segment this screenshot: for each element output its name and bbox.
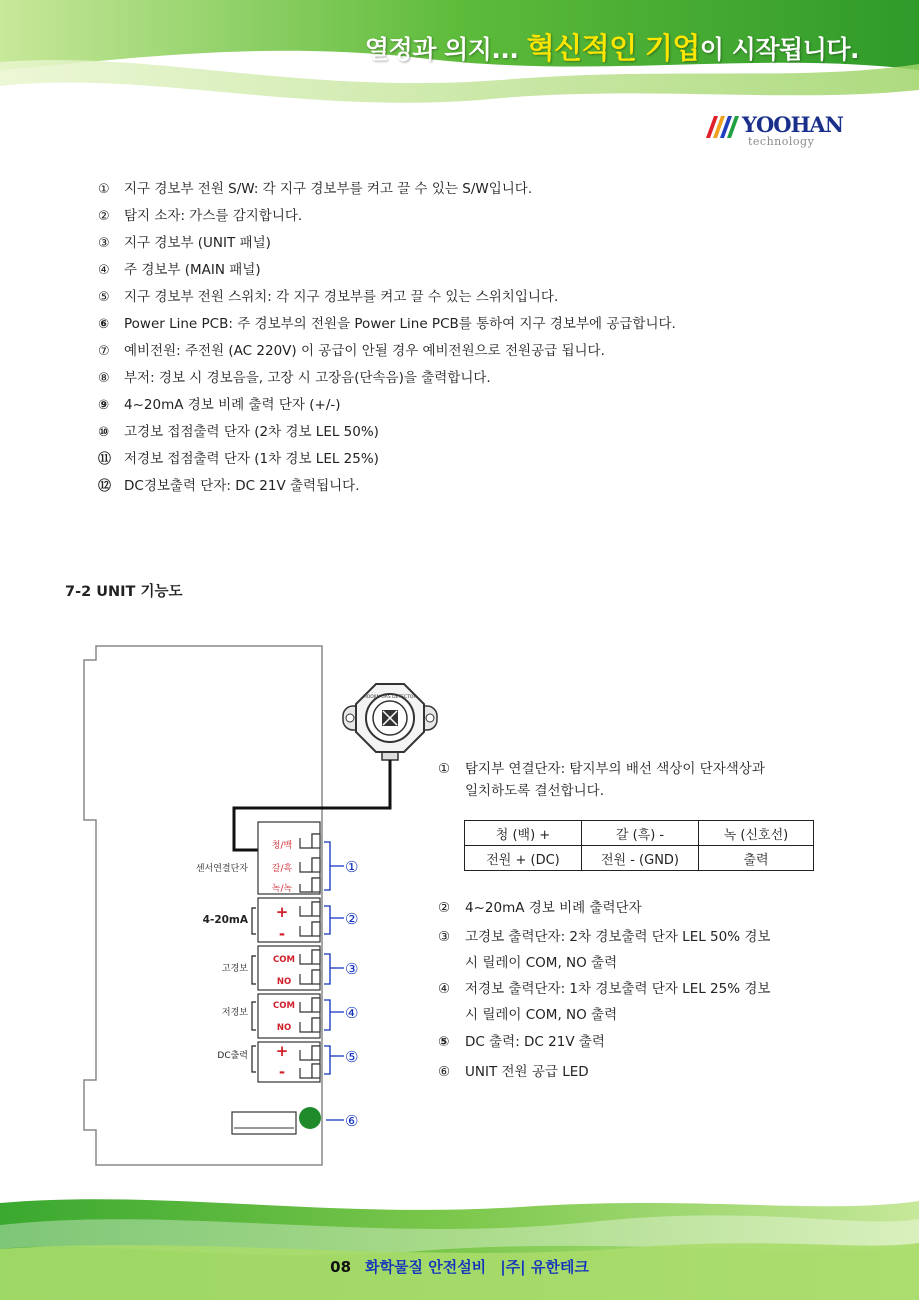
item-text: 4~20mA 경보 비례 출력 단자 (+/-) [124, 397, 341, 413]
desc-number: ③ [438, 929, 451, 945]
table-cell: 청 (백) + [465, 821, 582, 846]
item-number: ⑧ [98, 371, 110, 386]
table-row [465, 846, 814, 871]
terminal-label: NO [276, 977, 292, 987]
item-number: ⑪ [98, 452, 112, 467]
item-number: ⑫ [98, 479, 112, 494]
footer-company: 화학물질 안전설비 [365, 1258, 487, 1276]
group-label: 고경보 [221, 964, 248, 974]
item-text: 주 경보부 (MAIN 패널) [124, 262, 261, 278]
desc-number: ⑤ [438, 1034, 450, 1050]
list-item [98, 178, 676, 205]
desc-text: DC 출력: DC 21V 출력 [465, 1034, 605, 1050]
callout-number: ③ [345, 960, 359, 978]
table-cell: 출력 [699, 846, 814, 871]
group-label: 저경보 [221, 1008, 248, 1018]
callout-number: ⑥ [345, 1112, 359, 1130]
table-cell: 전원 - (GND) [582, 846, 699, 871]
table-cell: 녹 (신호선) [699, 821, 814, 846]
desc-number: ② [438, 900, 451, 916]
wire-color-table [464, 820, 814, 871]
item-number: ① [98, 182, 110, 197]
group-label: 센서연결단자 [195, 864, 248, 874]
desc-number: ⑥ [438, 1064, 451, 1080]
item-number: ④ [98, 263, 110, 278]
item-number: ⑦ [98, 344, 110, 359]
logo-subtitle: technology [748, 135, 815, 148]
desc-text: 시 릴레이 COM, NO 출력 [465, 955, 618, 971]
item-number: ⑨ [98, 398, 110, 413]
terminal-label: - [278, 925, 286, 943]
slogan-highlight: 혁신적인 [526, 31, 637, 65]
list-item [98, 421, 676, 448]
list-item [98, 367, 676, 394]
callout-number: ① [345, 858, 359, 876]
logo-wordmark: YOOHAN [742, 112, 843, 137]
desc-3 [438, 924, 770, 976]
table-cell: 전원 + (DC) [465, 846, 582, 871]
item-number: ⑩ [98, 425, 110, 440]
desc-number: ① [438, 761, 451, 777]
item-number: ② [98, 209, 110, 224]
list-item [98, 259, 676, 286]
desc-number: ④ [438, 981, 451, 997]
list-item [98, 232, 676, 259]
terminal-label: - [278, 1063, 286, 1081]
desc-text: 4~20mA 경보 비례 출력단자 [465, 900, 642, 916]
sensor-ring-text: HOOJIN GAS DETECTOR [363, 695, 417, 700]
terminal-label: NO [276, 1023, 292, 1033]
item-text: 지구 경보부 전원 S/W: 각 지구 경보부를 켜고 끌 수 있는 S/W입니다. [124, 181, 533, 197]
list-item [98, 313, 676, 340]
callout-number: ④ [345, 1004, 359, 1022]
item-number: ③ [98, 236, 110, 251]
desc-text: 탐지부 연결단자: 탐지부의 배선 색상이 단자색상과 [465, 761, 765, 777]
footer-wave-band [0, 1185, 919, 1300]
terminal-label: + [275, 1042, 289, 1060]
callout-number: ② [345, 910, 359, 928]
item-text: 지구 경보부 전원 스위치: 각 지구 경보부를 켜고 끌 수 있는 스위치입니다. [124, 289, 559, 305]
list-item [98, 340, 676, 367]
terminal-label: 갈/흑 [271, 864, 293, 874]
company-logo [706, 112, 851, 150]
desc-text: 고경보 출력단자: 2차 경보출력 단자 LEL 50% 경보 [465, 929, 771, 945]
callout-brackets [324, 842, 344, 1120]
power-led-icon [299, 1107, 321, 1129]
desc-6 [438, 1061, 589, 1083]
item-text: 탐지 소자: 가스를 감지합니다. [124, 208, 303, 224]
unit-function-diagram [0, 630, 460, 1180]
terminal-label: + [275, 903, 289, 921]
item-text: 저경보 접점출력 단자 (1차 경보 LEL 25%) [124, 451, 379, 467]
desc-1 [438, 758, 765, 802]
callout-number: ⑤ [345, 1048, 359, 1066]
power-connector [232, 1112, 296, 1134]
slogan-space [637, 35, 645, 64]
item-number: ⑤ [98, 290, 110, 305]
item-text: 고경보 접점출력 단자 (2차 경보 LEL 50%) [124, 424, 379, 440]
desc-5 [438, 1031, 605, 1053]
table-cell: 갈 (흑) - [582, 821, 699, 846]
slogan-text: 열정과 의지... [364, 35, 527, 64]
desc-text: 저경보 출력단자: 1차 경보출력 단자 LEL 25% 경보 [465, 981, 771, 997]
terminal-label: COM [273, 1001, 295, 1011]
group-label: DC출력 [217, 1051, 248, 1061]
list-item [98, 448, 676, 475]
item-number: ⑥ [98, 317, 110, 332]
component-list [98, 178, 676, 502]
item-text: Power Line PCB: 주 경보부의 전원을 Power Line PCB를 통하여 지구 경보부에 공급합니다. [124, 316, 676, 332]
list-item [98, 475, 676, 502]
item-text: DC경보출력 단자: DC 21V 출력됩니다. [124, 478, 360, 494]
list-item [98, 394, 676, 421]
table-row [465, 821, 814, 846]
item-text: 예비전원: 주전원 (AC 220V) 이 공급이 안될 경우 예비전원으로 전원공급 됩니다. [124, 343, 605, 359]
list-item [98, 286, 676, 313]
page-number: 08 [330, 1258, 352, 1276]
group-label: 4-20mA [202, 914, 248, 926]
header-slogan [365, 26, 859, 67]
terminal-label: 청/백 [271, 841, 293, 851]
item-text: 지구 경보부 (UNIT 패널) [124, 235, 271, 251]
desc-text: UNIT 전원 공급 LED [465, 1064, 589, 1080]
footer-company-name: |주| 유한테크 [500, 1258, 589, 1276]
callout-numbers [345, 858, 358, 1130]
slogan-text-end: 이 시작됩니다. [699, 35, 859, 64]
desc-4 [438, 976, 770, 1028]
desc-text: 시 릴레이 COM, NO 출력 [465, 1007, 618, 1023]
desc-text: 일치하도록 결선합니다. [465, 783, 604, 799]
list-item [98, 205, 676, 232]
footer-text [0, 1256, 919, 1277]
slogan-highlight-2: 기업 [644, 31, 700, 65]
terminal-label: COM [273, 955, 295, 965]
terminal-label: 녹/녹 [271, 884, 293, 894]
item-text: 부저: 경보 시 경보음을, 고장 시 고장음(단속음)을 출력합니다. [124, 370, 491, 386]
desc-2 [438, 897, 642, 919]
section-title: 7-2 UNIT 기능도 [65, 584, 183, 600]
